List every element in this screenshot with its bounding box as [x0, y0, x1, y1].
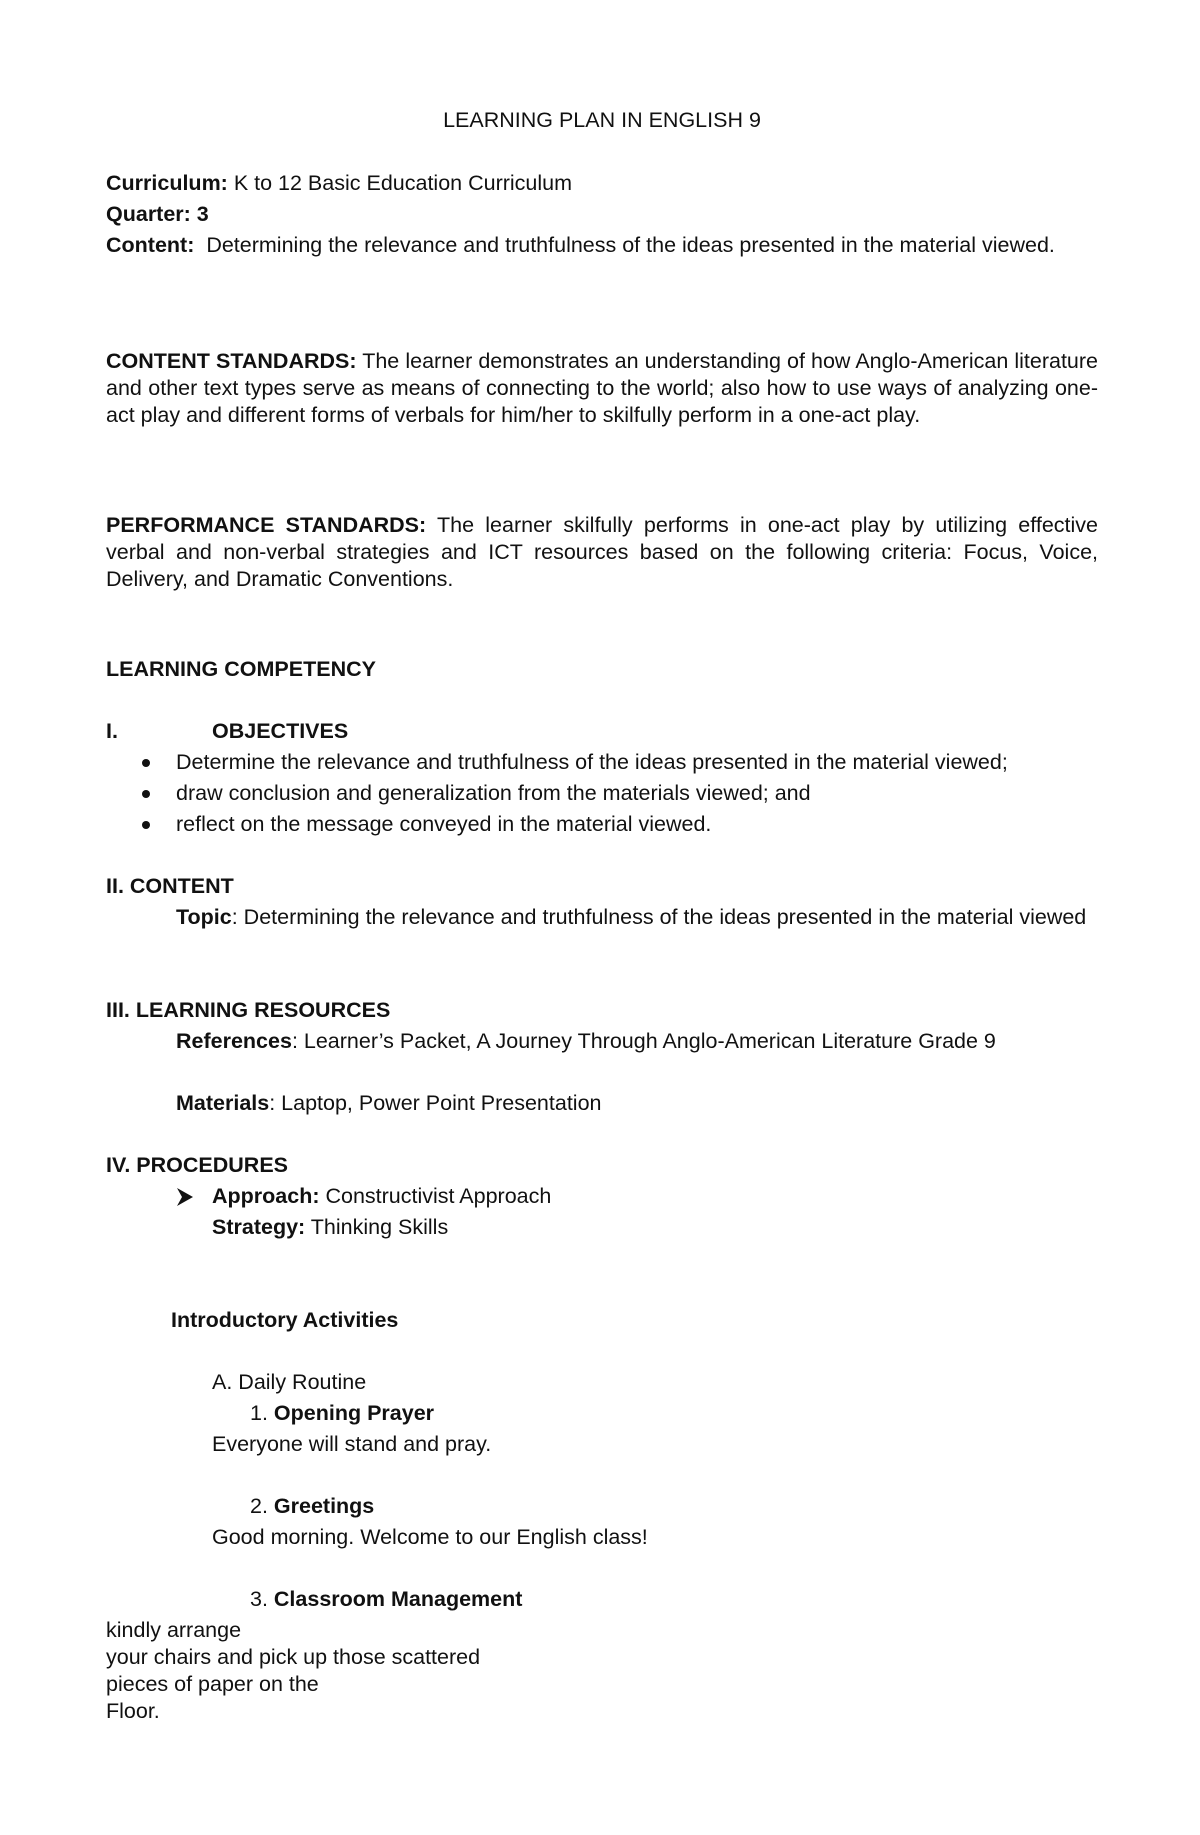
- bullet-icon: [142, 759, 150, 767]
- introductory-activities-heading: Introductory Activities: [171, 1308, 399, 1332]
- content-line: [106, 232, 1098, 259]
- step-text: Everyone will stand and pray.: [212, 1432, 492, 1456]
- resources-heading: III. LEARNING RESOURCES: [106, 998, 391, 1022]
- approach-value: Constructivist Approach: [325, 1184, 552, 1208]
- references-label: References: [176, 1029, 292, 1053]
- materials-label: Materials: [176, 1091, 270, 1115]
- content-heading: II. CONTENT: [106, 874, 234, 898]
- step-number: 1.: [250, 1401, 274, 1425]
- topic-paragraph: [106, 904, 1098, 931]
- curriculum-value: K to 12 Basic Education Curriculum: [233, 171, 573, 195]
- step-opening-prayer: [250, 1400, 434, 1427]
- step-text-line: kindly arrange: [106, 1618, 242, 1642]
- arrow-bullet-icon: [174, 1186, 196, 1208]
- approach-line: [212, 1183, 551, 1210]
- bullet-icon: [142, 790, 150, 798]
- step-text-line: your chairs and pick up those scattered: [106, 1645, 481, 1669]
- materials-text: : Laptop, Power Point Presentation: [269, 1091, 602, 1115]
- step-text: Good morning. Welcome to our English class!: [212, 1525, 648, 1549]
- curriculum-line: [106, 170, 572, 197]
- step-greetings: [250, 1493, 374, 1520]
- quarter-line: Quarter: 3: [106, 202, 209, 226]
- topic-label: Topic: [176, 905, 232, 929]
- approach-label: Approach:: [212, 1184, 320, 1208]
- step-number: 3.: [250, 1587, 274, 1611]
- content-value: Determining the relevance and truthfulness of the ideas presented in the material viewed.: [206, 233, 1055, 257]
- step-text-line: Floor.: [106, 1699, 160, 1723]
- content-label: Content:: [106, 233, 195, 257]
- procedures-heading: IV. PROCEDURES: [106, 1153, 289, 1177]
- step-text-line: pieces of paper on the: [106, 1672, 319, 1696]
- references-text: : Learner’s Packet, A Journey Through Anglo-American Literature Grade 9: [291, 1029, 996, 1053]
- learning-competency-heading: LEARNING COMPETENCY: [106, 657, 376, 681]
- objective-item: reflect on the message conveyed in the material viewed.: [176, 812, 712, 836]
- step-classroom-management: [250, 1586, 522, 1613]
- step-number: 2.: [250, 1494, 274, 1518]
- materials-line: [176, 1090, 601, 1117]
- curriculum-label: Curriculum:: [106, 171, 228, 195]
- document-page: [106, 0, 1098, 1835]
- document-title: LEARNING PLAN IN ENGLISH 9: [443, 108, 761, 132]
- objective-item: draw conclusion and generalization from the materials viewed; and: [176, 781, 811, 805]
- objectives-heading: OBJECTIVES: [212, 719, 349, 743]
- step-title: Classroom Management: [273, 1587, 523, 1611]
- strategy-value: Thinking Skills: [310, 1215, 449, 1239]
- objective-item: Determine the relevance and truthfulness of the ideas presented in the material viewed;: [176, 750, 1008, 774]
- content-standards-text: The learner demonstrates an understanding of how Anglo-American literature and other text types serve as means of connecting to the world; also how to use ways of analyzing one-act play and different forms of verbals for him/her to skilfully perform in a one-act play.: [106, 349, 1099, 427]
- content-standards-label: CONTENT STANDARDS:: [106, 349, 357, 373]
- bullet-icon: [142, 821, 150, 829]
- topic-text: : Determining the relevance and truthfulness of the ideas presented in the material viewed: [231, 905, 1087, 929]
- content-standards: [106, 348, 1098, 429]
- step-title: Greetings: [273, 1494, 375, 1518]
- references-line: [176, 1028, 996, 1055]
- strategy-label: Strategy:: [212, 1215, 306, 1239]
- daily-routine: A. Daily Routine: [212, 1370, 367, 1394]
- performance-standards-label: PERFORMANCE STANDARDS:: [106, 513, 427, 537]
- objectives-numeral: I.: [106, 719, 118, 743]
- strategy-line: [212, 1214, 448, 1241]
- performance-standards: [106, 512, 1098, 593]
- performance-standards-text: The learner skilfully performs in one-act play by utilizing effective verbal and non-verbal strategies and ICT resources based on the following criteria: Focus, Voice, Delivery, and Dramatic Conventions.: [106, 513, 1098, 591]
- step-title: Opening Prayer: [273, 1401, 435, 1425]
